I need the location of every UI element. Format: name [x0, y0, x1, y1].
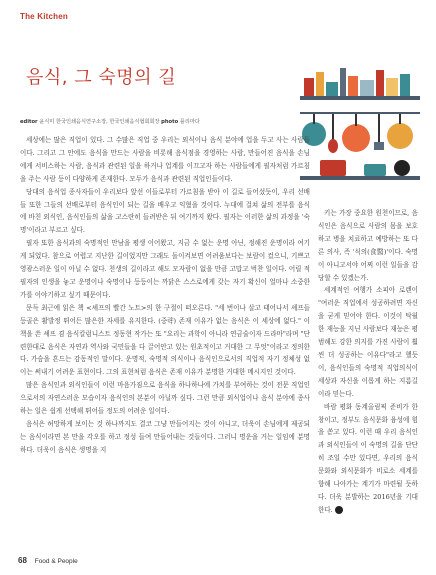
- magazine-name: Food & People: [34, 558, 78, 565]
- section-label: The Kitchen: [20, 12, 68, 21]
- paragraph: 필자 또한 음식과의 숙명적인 만남을 평생 이어왔고, 지금 수 없는 운명 아닌, 정해진 운명이라 여기게 되었다. 참으로 어렵고 지난한 길이었지만 그래도 돌이켜보면 어려움보다는 보람이 컸으니, 기쁘고 영광스러운 일이 아닐 수 없다. 천생의 길이라고 해도 모자람이 없을 만큼 고맙고 벅찬 일이다. 어릴 적 필자의 인생을 놓고 운명이나 숙명이나 등등이는 까닭은 스스로에게 갖는 자기 확신이 얼마나 소중한가를 이야기하고 싶기 때문이다.: [20, 239, 310, 299]
- paragraph: 키는 가장 중요한 원천이므로, 음식인은 음식으로 사람의 몸을 보호하고 병을 치료하고 예방하는 또 다른 의사, 즉 '식의(食醫)'이다. 숙명이 아니고서야 어찌 이런 일들을 감당할 수 있겠는가.: [318, 209, 418, 282]
- paragraph-text: 바람 평화 동계올림픽 준비가 한창이고, 정부도 음식문화 융성에 힘을 쏟고 있다. 이런 때 우리 음식인과 외식인들이 이 숙명의 길을 단단히 조일 수만 있다면, 우리의 음식문화와 외식문화가 비로소 세계를 향해 나아가는 계기가 마련될 듯하다. 더욱 분발하는 2016년을 기대한다.: [318, 402, 418, 514]
- paragraph: 세상에는 많은 직업이 있다. 그 수많은 직업 중 우리는 외식이나 음식 분야에 업을 두고 사는 사람들이다. 그리고 그 안에도 음식을 만드는 사람을 비롯해 음식점을 경영하는 사람, 만들어진 음식을 손님에게 서비스하는 사람, 음식과 관련된 일을 하거나 업계를 이끄고자 하는 사람들에게 필자처럼 가르침을 주는 사람 등이 다양하게 존재한다. 모두가 음식과 관련된 직업인들이다.: [20, 136, 310, 183]
- body-column-2: [318, 207, 418, 517]
- paragraph: [318, 401, 418, 517]
- page-number: 68: [18, 556, 27, 565]
- photo-label: photo: [161, 119, 179, 125]
- photo-credit: 플리마다: [179, 119, 200, 125]
- page-footer: [18, 556, 78, 565]
- editor-name: 윤식미 한국인쇄음식연구소장, 한국인쇄음식협회회장: [39, 119, 160, 125]
- page-title: 음식, 그 숙명의 길: [26, 67, 177, 88]
- editor-label: editor: [20, 119, 38, 125]
- paragraph: 세계적인 여행가 소피아 로렌이 "여러운 직업에서 성공하려면 자신을 굳게 믿어야 한다. 이것이 탁월한 재능을 지닌 사람보다 재능은 평범해도 강한 의지를 가진 사람이 훨씬 더 성공하는 이유다"라고 했듯이, 음식인들의 숙명적 직업의식이 세상과 자신을 이롭게 하는 지름길이라 믿는다.: [318, 286, 418, 398]
- byline: [20, 118, 200, 125]
- kitchen-illustration: [300, 48, 420, 198]
- paragraph: 당대의 음식업 종사자들이 우리보다 앞선 이들로부터 가르침을 받아 이 길로 들어섰듯이, 우리 선배들 또한 그들의 선배로부터 음식인이 되는 길을 배우고 익혔을 것이다. 누대에 걸쳐 삶의 전부를 음식에 바친 외식인, 음식인들의 삶을 고스란히 들려받은 뒤 여기까지 왔다. 필자는 이러한 삶의 과정을 '숙명'이라고 부르고 싶다.: [20, 187, 310, 235]
- body-column-1: [20, 134, 310, 457]
- end-mark-icon: [335, 506, 343, 514]
- paragraph: 많은 음식인과 외식인들이 이런 마음가짐으로 음식을 하나하나에 가치를 부여하는 것이 전문 직업인으로서의 자연스러운 모습이자 음식인의 본분이 아닐까 싶다. 그런 만큼 외식업이나 음식 분야에 종사하는 일은 쉽게 선택해 뛰어들 정도의 어려운 일이다.: [20, 381, 310, 416]
- paragraph: 문득 최근에 읽은 책 <셰프의 빨간 노트>의 한 구절이 떠오른다. "세 번이나 살고 태어나서 셰프들 등골은 활발정 뛰어든 많은한 자세를 유지한다. (중략) 존재 이유가 없는 음식은 이 세상에 없다." 이 책을 쓴 셰프 겸 음식칼럼니스트 정동현 작가는 또 "요리는 과학이 아니라 연금술이자 드라마"라며 "단련한대로 음식은 자연과 역사와 국민들을 다 끌어안고 있는 원초적이고 거대한 그 무엇"이라고 정의한다. 가슴을 흔드는 감동적인 말이다. 운명적, 숙명적 의식이나 음식인으로서의 직업적 자기 정체성 없이는 써내기 어려운 표현이다. 그의 표현처럼 음식은 존재 이유가 분명한 거대한 메시지인 것이다.: [20, 303, 310, 377]
- paragraph: 음식은 허망하게 보이는 것 하나까지도 결코 그냥 만들어지는 것이 아니고, 더욱이 손님에게 제공되는 음식이라면 본 만을 각오를 하고 정성 들여 만들어내는 것들이다. 그러니 명운을 거는 일임에 분명하다. 더욱이 음식은 생명을 지: [20, 419, 310, 454]
